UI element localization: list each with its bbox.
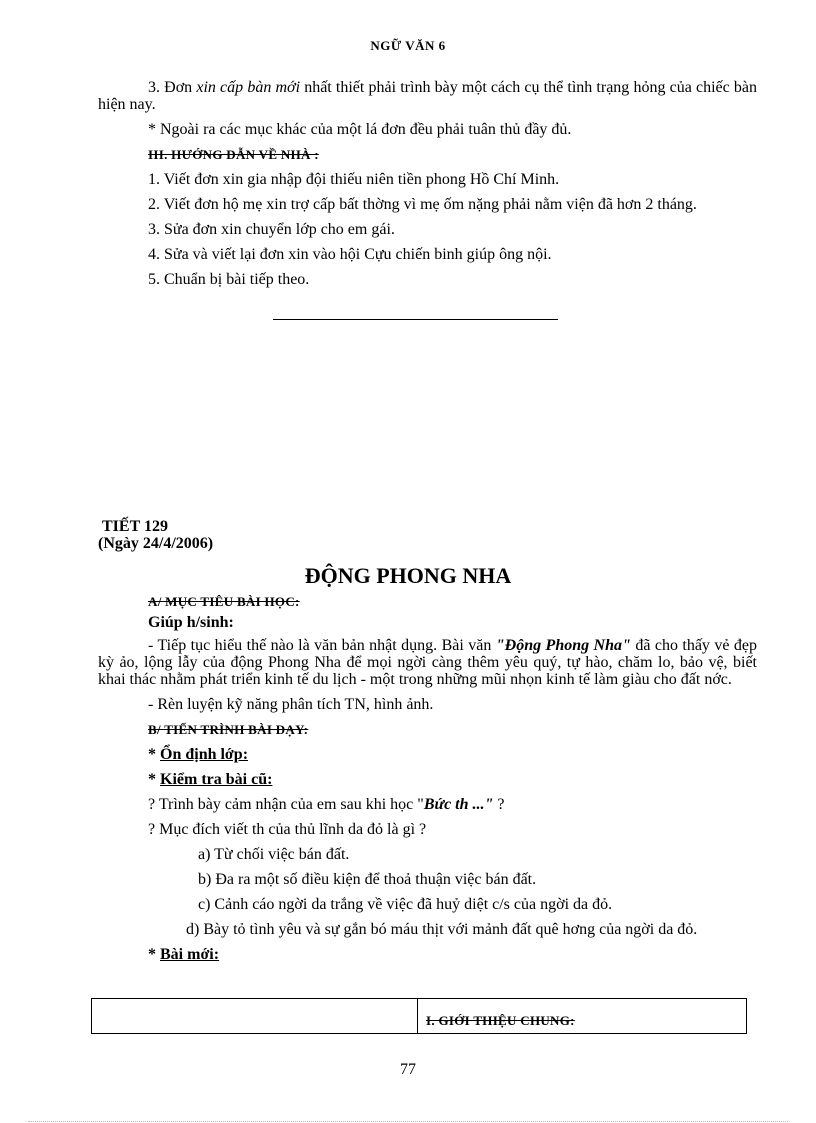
- page-header: NGỮ VĂN 6: [370, 38, 446, 53]
- homework-heading: III. HƯỚNG DẪN VỀ NHÀ :: [148, 147, 319, 162]
- note: * Ngoài ra các mục khác của một lá đơn đều phải tuân thủ đầy đủ.: [148, 121, 572, 138]
- homework-item: 5. Chuẩn bị bài tiếp theo.: [148, 271, 310, 288]
- homework-item: 4. Sửa và viết lại đơn xin vào hội Cựu chiến binh giúp ông nội.: [148, 246, 552, 263]
- option: b) Đa ra một số điều kiện để thoả thuận việc bán đất.: [198, 871, 537, 888]
- goal-paragraph: - Tiếp tục hiểu thế nào là văn bản nhật dụng. Bài văn "Động Phong Nha" đã cho thấy vẻ đẹp kỳ ảo, lộng lẫy của động Phong Nha để mọi ngời càng thêm yêu quý, tự hào, chăm lo, bảo vệ, biết khai thác nhằm phát triển kinh tế du lịch - một trong những mũi nhọn kinh tế làm giàu cho đất nớc.: [98, 637, 758, 688]
- process-heading: B/ TIẾN TRÌNH BÀI DẠY:: [148, 722, 309, 737]
- homework-item: 1. Viết đơn xin gia nhập đội thiếu niên tiền phong Hồ Chí Minh.: [148, 171, 560, 188]
- lesson-date: (Ngày 24/4/2006): [98, 535, 214, 552]
- table-cell-right: [418, 999, 746, 1033]
- question-1: ? Trình bày cảm nhận của em sau khi học "Bức th ..." ?: [148, 796, 505, 813]
- page-number: 77: [400, 1061, 416, 1078]
- section-heading: I. GIỚI THIỆU CHUNG:: [426, 1013, 575, 1028]
- check-step: * Kiểm tra bài cũ:: [148, 771, 273, 788]
- goal-heading: A/ MỤC TIÊU BÀI HỌC:: [148, 594, 300, 609]
- homework-item: 2. Viết đơn hộ mẹ xin trợ cấp bất thờng vì mẹ ốm nặng phải nằm viện đã hơn 2 tháng.: [148, 196, 697, 213]
- option: c) Cảnh cáo ngời da trắng về việc đã huỷ diệt c/s của ngời da đỏ.: [198, 896, 613, 913]
- option: d) Bày tỏ tình yêu và sự gắn bó máu thịt với mảnh đất quê hơng của ngời da đỏ.: [186, 921, 698, 938]
- new-lesson: * Bài mới:: [148, 946, 220, 963]
- lesson-table: [91, 998, 747, 1034]
- lesson-title: ĐỘNG PHONG NHA: [304, 563, 512, 588]
- tiet-label: TIẾT 129: [102, 518, 168, 535]
- page-bottom-border: [28, 1121, 788, 1122]
- lesson-id: [98, 518, 213, 552]
- help-label: Giúp h/sinh:: [148, 614, 234, 631]
- item-3-prefix: 3. Đơn: [148, 79, 197, 96]
- question-2: ? Mục đích viết th của thủ lĩnh da đỏ là gì ?: [148, 821, 427, 838]
- item-3-italic: xin cấp bàn mới: [196, 79, 301, 96]
- lesson-body: [98, 593, 757, 971]
- item-3-rest: nhất thiết phải trình bày một cách cụ thể tình trạng hỏng của chiếc bàn hiện nay.: [98, 79, 758, 113]
- item-3: [98, 79, 757, 113]
- homework-section: [98, 79, 757, 296]
- goal-paragraph-2: - Rèn luyện kỹ năng phân tích TN, hình ảnh.: [148, 696, 434, 713]
- homework-item: 3. Sửa đơn xin chuyển lớp cho em gái.: [148, 221, 395, 238]
- table-cell-left: [92, 999, 418, 1033]
- stabilize-step: * Ổn định lớp:: [148, 746, 249, 763]
- option: a) Từ chối việc bán đất.: [198, 846, 350, 863]
- separator-line: [273, 319, 558, 320]
